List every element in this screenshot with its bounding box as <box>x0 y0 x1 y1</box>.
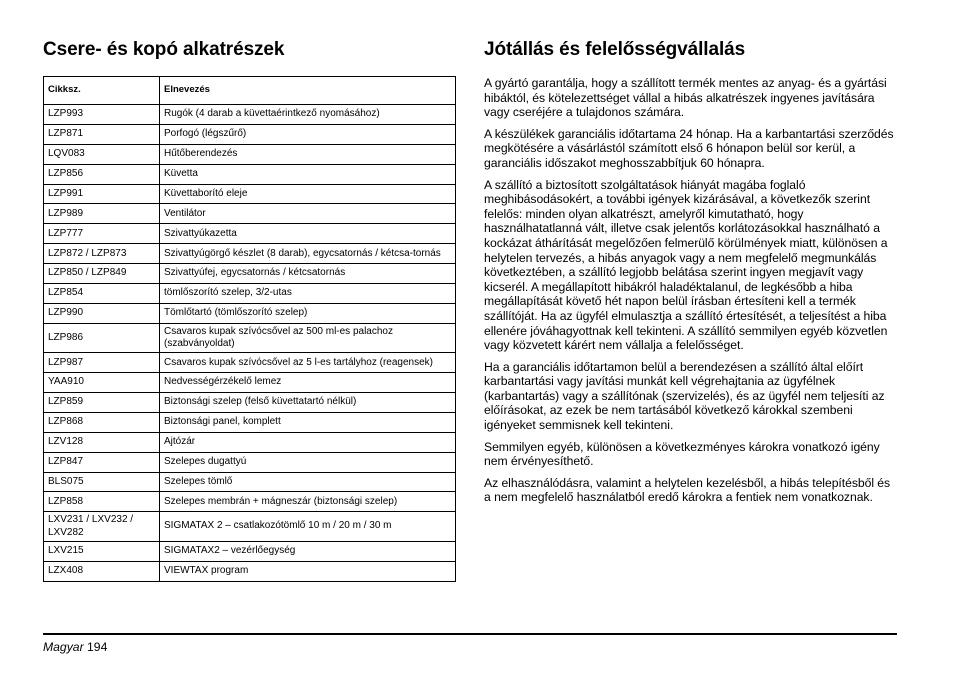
warranty-paragraph: Az elhasználódásra, valamint a helytelen kezelésből, a hibás telepítésből és a nem megfelelő használatból eredő károkra a fentiek nem vonatkoznak. <box>484 475 891 505</box>
table-row <box>44 124 456 144</box>
part-name-cell: Küvetta <box>160 164 456 184</box>
part-number-cell: LZV128 <box>44 432 160 452</box>
column-header-name: Elnevezés <box>160 77 456 105</box>
part-number-cell: LZX408 <box>44 561 160 581</box>
part-number-cell: LZP858 <box>44 492 160 512</box>
table-row <box>44 204 456 224</box>
part-number-cell: LZP993 <box>44 105 160 125</box>
warranty-text <box>484 76 898 505</box>
part-name-cell: Hűtőberendezés <box>160 144 456 164</box>
footer-language: Magyar <box>43 640 84 654</box>
warranty-section <box>484 38 898 512</box>
warranty-paragraph: A gyártó garantálja, hogy a szállított termék mentes az anyag- és a gyártási hibáktól, és kötelezettséget vállal a hibás alkatrészek ingyenes javítására vagy cseréjére a tulajdonos számára. <box>484 76 887 120</box>
part-name-cell: Porfogó (légszűrő) <box>160 124 456 144</box>
table-row <box>44 323 456 352</box>
warranty-paragraph: A szállító a biztosított szolgáltatások hiányát magába foglaló meghibásodásokért, a további igények kizárásával, a következők szerint felelős: minden olyan alkatrészt, amelyről kimutatható, hogy használhatatlanná vált, illetve csak jelentős korlátozásokkal használható a kockázat áthárítását megelőzően felmerülő körülmények miatt, különösen a helytelen tervezés, a hibás anyagok vagy a nem megfelelő megmunkálás következtében, a szállító legjobb belátása szerint ingyen megjavít vagy kicserél. A megállapított hibákról haladéktalanul, de legkésőbb a hiba megállapítását követő hét napon belül írásban értesíteni kell a termék szállítóját. Ha az ügyfél elmulasztja a szállító értesítését, a teljesítést a hiba ellenére jóváhagyottnak kell tekinteni. A szállító semmilyen egyéb közvetlen vagy közvetett kárért nem vállalja a felelősséget. <box>484 177 888 353</box>
table-row <box>44 105 456 125</box>
table-row <box>44 492 456 512</box>
part-number-cell: LZP777 <box>44 224 160 244</box>
table-row <box>44 412 456 432</box>
part-number-cell: LZP847 <box>44 452 160 472</box>
part-name-cell: Nedvességérzékelő lemez <box>160 373 456 393</box>
part-number-cell: LZP986 <box>44 323 160 352</box>
table-header-row <box>44 77 456 105</box>
part-name-cell: Szelepes membrán + mágneszár (biztonsági szelep) <box>160 492 456 512</box>
part-name-cell: Csavaros kupak szívócsővel az 500 ml-es palachoz (szabványoldat) <box>160 323 456 352</box>
table-row <box>44 392 456 412</box>
table-row <box>44 164 456 184</box>
part-number-cell: LZP868 <box>44 412 160 432</box>
table-row <box>44 184 456 204</box>
parts-table <box>43 76 456 582</box>
part-number-cell: LZP850 / LZP849 <box>44 264 160 284</box>
table-row <box>44 224 456 244</box>
footer-divider <box>43 633 897 635</box>
part-name-cell: Szelepes tömlő <box>160 472 456 492</box>
page-footer <box>43 640 107 654</box>
column-header-part-number: Cikksz. <box>44 77 160 105</box>
table-row <box>44 561 456 581</box>
part-name-cell: Szelepes dugattyú <box>160 452 456 472</box>
part-name-cell: SIGMATAX2 – vezérlőegység <box>160 541 456 561</box>
parts-table-body <box>44 105 456 582</box>
part-name-cell: tömlőszorító szelep, 3/2-utas <box>160 284 456 304</box>
table-row <box>44 284 456 304</box>
part-number-cell: BLS075 <box>44 472 160 492</box>
table-row <box>44 512 456 541</box>
part-name-cell: Küvettaborító eleje <box>160 184 456 204</box>
table-row <box>44 432 456 452</box>
part-number-cell: LZP990 <box>44 303 160 323</box>
part-name-cell: Szivattyúgörgő készlet (8 darab), egycsatornás / kétcsa-tornás <box>160 244 456 264</box>
warranty-paragraph: A készülékek garanciális időtartama 24 hónap. Ha a karbantartási szerződés megkötésére a vásárlástól számított első 6 hónapon belül sor kerül, a garanciális időszakot meghosszabbítjuk 60 hónapra. <box>484 126 894 170</box>
part-number-cell: LQV083 <box>44 144 160 164</box>
warranty-paragraph: Semmilyen egyéb, különösen a következményes károkra vonatkozó igény nem érvényesíthető. <box>484 439 880 469</box>
part-number-cell: LXV231 / LXV232 / LXV282 <box>44 512 160 541</box>
part-name-cell: Tömlőtartó (tömlőszorító szelep) <box>160 303 456 323</box>
parts-section-title: Csere- és kopó alkatrészek <box>43 39 285 60</box>
part-name-cell: Ajtózár <box>160 432 456 452</box>
part-name-cell: Biztonsági panel, komplett <box>160 412 456 432</box>
part-number-cell: LZP856 <box>44 164 160 184</box>
table-row <box>44 144 456 164</box>
part-name-cell: Ventilátor <box>160 204 456 224</box>
table-row <box>44 353 456 373</box>
part-name-cell: VIEWTAX program <box>160 561 456 581</box>
table-row <box>44 472 456 492</box>
part-name-cell: Szivattyúkazetta <box>160 224 456 244</box>
part-number-cell: LZP989 <box>44 204 160 224</box>
part-number-cell: LZP872 / LZP873 <box>44 244 160 264</box>
part-name-cell: Szivattyúfej, egycsatornás / kétcsatornás <box>160 264 456 284</box>
part-number-cell: LZP859 <box>44 392 160 412</box>
part-number-cell: YAA910 <box>44 373 160 393</box>
table-row <box>44 244 456 264</box>
footer-page-number: 194 <box>87 640 108 654</box>
part-name-cell: Rugók (4 darab a küvettaérintkező nyomásához) <box>160 105 456 125</box>
part-name-cell: Csavaros kupak szívócsővel az 5 l-es tartályhoz (reagensek) <box>160 353 456 373</box>
table-row <box>44 303 456 323</box>
part-number-cell: LZP987 <box>44 353 160 373</box>
part-number-cell: LXV215 <box>44 541 160 561</box>
table-row <box>44 541 456 561</box>
warranty-section-title: Jótállás és felelősségvállalás <box>484 39 746 60</box>
part-number-cell: LZP854 <box>44 284 160 304</box>
table-row <box>44 452 456 472</box>
part-name-cell: SIGMATAX 2 – csatlakozótömlő 10 m / 20 m / 30 m <box>160 512 456 541</box>
parts-section <box>43 38 455 582</box>
warranty-paragraph: Ha a garanciális időtartamon belül a berendezésen a szállító által előírt karbantartási vagy javítási munkát kell végrehajtania az ügyfélnek (karbantartás) vagy a szállítónak (szervizelés), és az ügyfél nem teljesíti az előírásokat, az ezek be nem tartásából következő károkkal szembeni igényeket semmisnek kell tekinteni. <box>484 359 885 433</box>
part-name-cell: Biztonsági szelep (felső küvettatartó nélkül) <box>160 392 456 412</box>
table-row <box>44 373 456 393</box>
part-number-cell: LZP871 <box>44 124 160 144</box>
part-number-cell: LZP991 <box>44 184 160 204</box>
table-row <box>44 264 456 284</box>
